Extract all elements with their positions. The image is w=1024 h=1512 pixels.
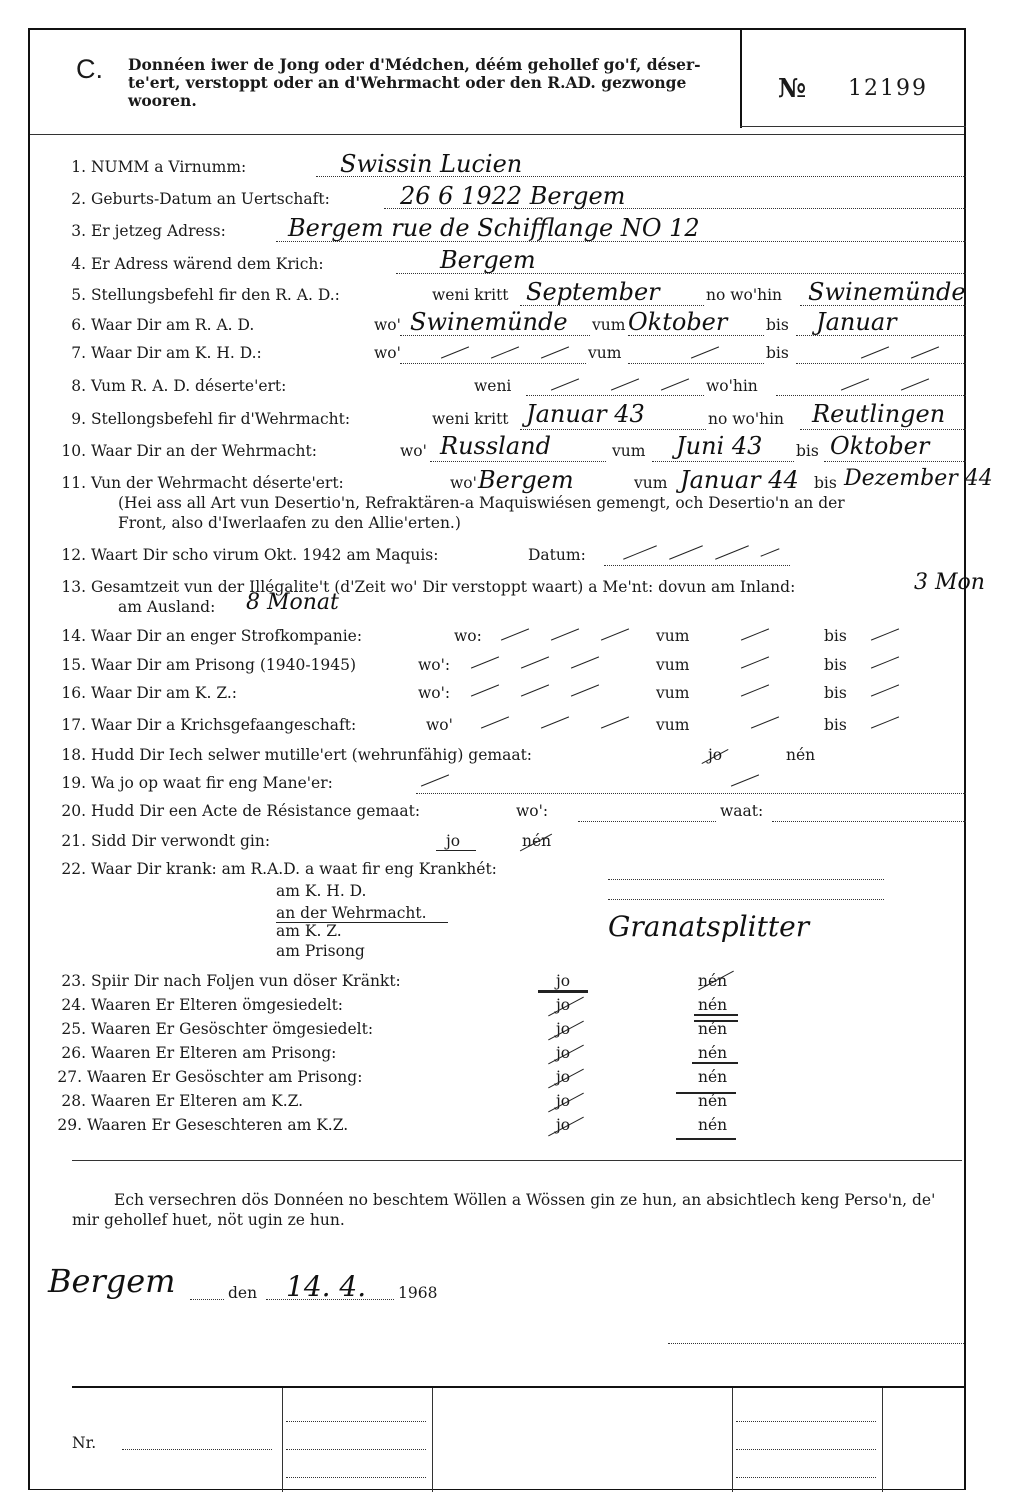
row-23: 23. Spiir Dir nach Foljen vun döser Kränkt: — [61, 972, 401, 990]
name-value: Swissin Lucien — [340, 150, 523, 178]
form-number: 12199 — [848, 76, 928, 101]
row-25-nen: nén — [698, 1020, 728, 1038]
row-26-jo: jo — [556, 1044, 571, 1062]
row-5: 5. Stellungsbefehl fir den R. A. D.: — [71, 286, 340, 304]
row-16-vum: vum — [656, 684, 690, 702]
header-underline — [740, 126, 966, 127]
row-21-jo: jo — [446, 832, 461, 850]
table-divider — [882, 1388, 883, 1492]
row-13: 13. Gesamtzeit vun der Illégalite't (d'Zeit wo' Dir verstoppt waart) a Me'nt: dovun am Inland: — [61, 578, 796, 596]
row-27-jo: jo — [556, 1068, 571, 1086]
row-11: 11. Vun der Wehrmacht déserte'ert: — [61, 474, 344, 492]
dotted-line — [286, 1476, 426, 1478]
ill-kz: am K. Z. — [276, 922, 342, 940]
row-11-note-2: Front, also d'Iwerlaafen zu den Allie'erten.) — [118, 514, 461, 532]
nen-underline — [694, 1020, 738, 1022]
row-8-weni: weni — [474, 377, 512, 395]
rad-from: Oktober — [628, 308, 728, 336]
dotted-line — [416, 792, 966, 794]
dotted-line — [190, 1298, 224, 1300]
row-29: 29. Waaren Er Geseschteren am K.Z. — [57, 1116, 349, 1134]
row-28-nen: nén — [698, 1092, 728, 1110]
row-16-bis: bis — [824, 684, 847, 702]
row-11-note-1: (Hei ass all Art vun Desertio'n, Refraktären-a Maquiswiésen gemengt, och Desertio'n an der — [118, 494, 845, 512]
row-15-vum: vum — [656, 656, 690, 674]
row-28: 28. Waaren Er Elteren am K.Z. — [61, 1092, 304, 1110]
ill-khd: am K. H. D. — [276, 882, 367, 900]
row-16-wo: wo': — [418, 684, 451, 702]
birth-value: 26 6 1922 Bergem — [400, 182, 626, 210]
abroad-months: 8 Monat — [246, 590, 339, 615]
dotted-line — [430, 460, 606, 462]
row-7-wo: wo' — [374, 344, 401, 362]
row-14-bis: bis — [824, 627, 847, 645]
row-16: 16. Waar Dir am K. Z.: — [61, 684, 238, 702]
row-15-bis: bis — [824, 656, 847, 674]
row-28-jo: jo — [556, 1092, 571, 1110]
dotted-line — [400, 362, 586, 364]
header-divider — [740, 30, 742, 128]
row-26: 26. Waaren Er Elteren am Prisong: — [61, 1044, 337, 1062]
signature-date: 14. 4. — [286, 1270, 367, 1303]
row-29-nen: nén — [698, 1116, 728, 1134]
row-14-wo: wo: — [454, 627, 482, 645]
row-27: 27. Waaren Er Gesöschter am Prisong: — [57, 1068, 363, 1086]
ill-prisong: am Prisong — [276, 942, 365, 960]
row-9: 9. Stellongsbefehl fir d'Wehrmacht: — [71, 410, 351, 428]
row-24-nen: nén — [698, 996, 728, 1014]
nen-underline — [676, 1138, 736, 1140]
row-15: 15. Waar Dir am Prisong (1940-1945) — [61, 656, 357, 674]
row-11-wo: wo' — [450, 474, 477, 492]
row-13-abroad: am Ausland: — [118, 598, 216, 616]
row-2: 2. Geburts-Datum an Uertschaft: — [71, 190, 330, 208]
dotted-line — [286, 1420, 426, 1422]
declaration-separator — [72, 1160, 962, 1161]
row-20: 20. Hudd Dir een Acte de Résistance gemaat: — [61, 802, 421, 820]
wehrmacht-until: Oktober — [830, 432, 930, 460]
rad-order-date: September — [526, 278, 660, 306]
wehrmacht-order-date: Januar 43 — [526, 400, 645, 428]
row-18-nen: nén — [786, 746, 816, 764]
table-divider — [282, 1388, 283, 1492]
row-21: 21. Sidd Dir verwondt gin: — [61, 832, 271, 850]
row-20-wo: wo': — [516, 802, 549, 820]
dotted-line — [608, 878, 884, 880]
row-1: 1. NUMM a Virnumm: — [71, 158, 247, 176]
row-17: 17. Waar Dir a Krichsgefaangeschaft: — [61, 716, 357, 734]
dotted-line — [824, 460, 966, 462]
row-7-vum: vum — [588, 344, 622, 362]
row-10-wo: wo' — [400, 442, 427, 460]
wehrmacht-from: Juni 43 — [676, 432, 763, 460]
row-18: 18. Hudd Dir Iech selwer mutille'ert (wehrunfähig) gemaat: — [61, 746, 533, 764]
signature-place: Bergem — [48, 1262, 176, 1300]
dotted-line — [800, 428, 966, 430]
dotted-line — [578, 820, 716, 822]
row-6: 6. Waar Dir am R. A. D. — [71, 316, 255, 334]
row-5-weni: weni kritt — [432, 286, 509, 304]
dotted-line — [736, 1420, 876, 1422]
row-21-nen: nén — [522, 832, 552, 850]
dotted-line — [652, 460, 794, 462]
jo-underline — [436, 850, 476, 851]
war-address-value: Bergem — [440, 246, 536, 274]
dotted-line — [526, 394, 704, 396]
row-25: 25. Waaren Er Gesöschter ömgesiedelt: — [61, 1020, 374, 1038]
number-symbol: № — [778, 74, 807, 104]
row-4: 4. Er Adress wärend dem Krich: — [71, 255, 324, 273]
table-divider — [732, 1388, 733, 1492]
desertion-place: Bergem — [478, 466, 574, 494]
dotted-line — [796, 362, 966, 364]
rad-place: Swinemünde — [410, 308, 568, 336]
row-17-vum: vum — [656, 716, 690, 734]
jo-underline — [538, 990, 588, 993]
row-14: 14. Waar Dir an enger Strofkompanie: — [61, 627, 363, 645]
section-letter: C. — [76, 54, 103, 84]
row-19: 19. Wa jo op waat fir eng Mane'er: — [61, 774, 333, 792]
dotted-line — [776, 394, 966, 396]
row-10-bis: bis — [796, 442, 819, 460]
row-22: 22. Waar Dir krank: am R.A.D. a waat fir eng Krankhét: — [61, 860, 497, 878]
row-3: 3. Er jetzeg Adress: — [71, 222, 226, 240]
dotted-line — [628, 362, 764, 364]
row-8: 8. Vum R. A. D. déserte'ert: — [71, 377, 287, 395]
nen-underline — [676, 1092, 736, 1094]
dotted-line — [772, 820, 966, 822]
illness-value: Granatsplitter — [608, 910, 810, 943]
row-26-nen: nén — [698, 1044, 728, 1062]
signature-year: 1968 — [398, 1284, 438, 1302]
row-5-wohin: no wo'hin — [706, 286, 783, 304]
row-6-wo: wo' — [374, 316, 401, 334]
row-15-wo: wo': — [418, 656, 451, 674]
inland-months: 3 Mon — [914, 570, 985, 595]
declaration-text: Ech versechren dös Donnéen no beschtem Wöllen a Wössen gin ze hun, an absichtlech keng Perso'n, de' mir gehollef huet, nöt ugin ze hun. — [72, 1191, 936, 1229]
rad-order-place: Swinemünde — [808, 278, 966, 306]
desertion-until: Dezember 44 — [844, 466, 993, 491]
row-6-bis: bis — [766, 316, 789, 334]
dotted-line — [736, 1448, 876, 1450]
desertion-from: Januar 44 — [680, 466, 799, 494]
wehrmacht-order-place: Reutlingen — [812, 400, 946, 428]
header-title: Donnéen iwer de Jong oder d'Médchen, déém gehollef go'f, déser-te'ert, verstoppt oder an d'Wehrmacht oder den R.AD. gezwonge wooren. — [128, 55, 701, 110]
rad-until: Januar — [816, 308, 897, 336]
row-9-wohin: no wo'hin — [708, 410, 785, 428]
row-17-wo: wo' — [426, 716, 453, 734]
address-value: Bergem rue de Schifflange NO 12 — [288, 214, 700, 242]
dotted-line — [122, 1448, 272, 1450]
row-9-weni: weni kritt — [432, 410, 509, 428]
header-separator — [30, 134, 964, 135]
signature-line — [668, 1342, 964, 1344]
wehrmacht-place: Russland — [440, 432, 551, 460]
row-11-bis: bis — [814, 474, 837, 492]
dotted-line — [608, 898, 884, 900]
row-18-jo: jo — [708, 746, 723, 764]
row-11-vum: vum — [634, 474, 668, 492]
row-25-jo: jo — [556, 1020, 571, 1038]
row-20-waat: waat: — [720, 802, 764, 820]
nr-label: Nr. — [72, 1434, 97, 1452]
row-8-wohin: wo'hin — [706, 377, 758, 395]
dotted-line — [286, 1448, 426, 1450]
row-24-jo: jo — [556, 996, 571, 1014]
row-29-jo: jo — [556, 1116, 571, 1134]
row-14-vum: vum — [656, 627, 690, 645]
row-6-vum: vum — [592, 316, 626, 334]
row-7: 7. Waar Dir am K. H. D.: — [71, 344, 262, 362]
office-table — [72, 1386, 964, 1492]
signature-den: den — [228, 1284, 258, 1302]
ill-wehrmacht: an der Wehrmacht. — [276, 904, 427, 922]
row-12: 12. Waart Dir scho virum Okt. 1942 am Maquis: — [61, 546, 439, 564]
dotted-line — [736, 1476, 876, 1478]
row-23-nen: nén — [698, 972, 728, 990]
nen-underline — [694, 1014, 738, 1016]
row-17-bis: bis — [824, 716, 847, 734]
nen-underline — [692, 1062, 738, 1064]
dotted-line — [520, 428, 706, 430]
row-10: 10. Waar Dir an der Wehrmacht: — [61, 442, 317, 460]
row-24: 24. Waaren Er Elteren ömgesiedelt: — [61, 996, 344, 1014]
row-23-jo: jo — [556, 972, 571, 990]
row-7-bis: bis — [766, 344, 789, 362]
row-27-nen: nén — [698, 1068, 728, 1086]
row-12-datum: Datum: — [528, 546, 586, 564]
row-10-vum: vum — [612, 442, 646, 460]
dotted-line — [604, 564, 790, 566]
table-divider — [432, 1388, 433, 1492]
